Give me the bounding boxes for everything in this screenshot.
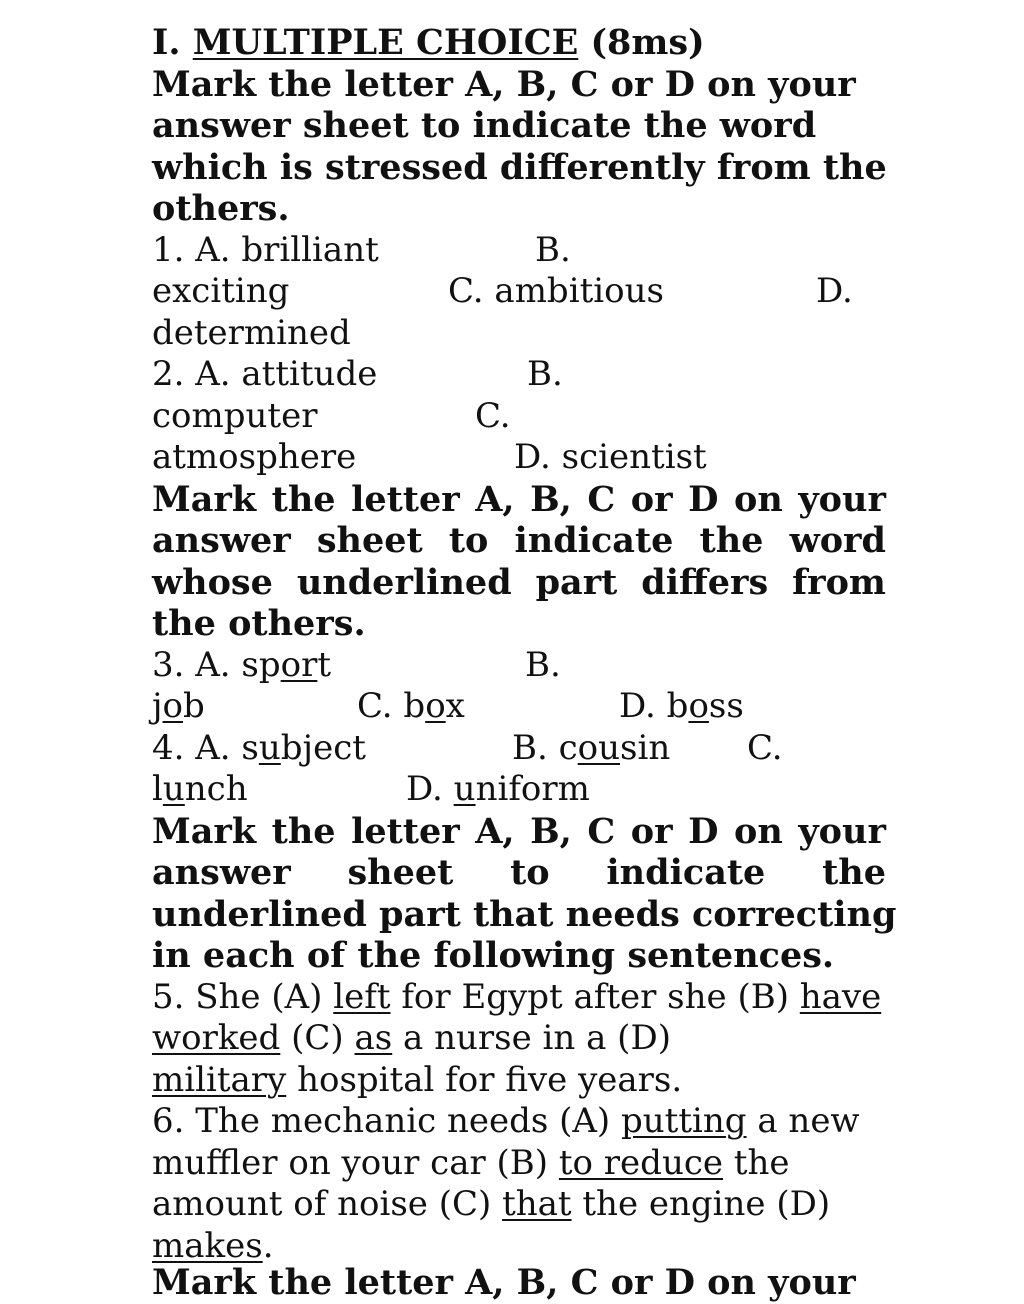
question-2-line-1 xyxy=(152,354,886,396)
instruction-error-line-4: in each of the following sentences. xyxy=(152,935,835,976)
text: 3. A. sp xyxy=(152,644,281,685)
cutoff-instruction-line: Mark the letter A, B, C or D on your xyxy=(152,1262,856,1303)
text: x xyxy=(445,686,465,726)
word: A, xyxy=(475,478,515,520)
word: Mark xyxy=(152,810,257,852)
word: the xyxy=(822,852,886,893)
question-1-line-2 xyxy=(152,271,886,313)
text: nch xyxy=(184,769,248,809)
q3-option-c xyxy=(357,686,465,728)
text: for Egypt after she (B) xyxy=(390,976,800,1017)
text: D. xyxy=(406,769,454,809)
question-6-line-3 xyxy=(152,1184,886,1226)
text: bject xyxy=(280,727,366,768)
q2-option-a: 2. A. attitude xyxy=(152,354,378,394)
q1-option-b-word: exciting xyxy=(152,271,290,311)
text: hospital for five years. xyxy=(286,1059,683,1100)
question-1-line-3: determined xyxy=(152,312,351,353)
question-5-line-2 xyxy=(152,1018,886,1060)
worksheet-page xyxy=(152,22,897,1267)
q2-option-c-label: C. xyxy=(475,395,511,436)
text: . xyxy=(262,1225,274,1266)
word: from xyxy=(792,561,886,603)
word: the xyxy=(271,810,336,852)
question-1-line-1 xyxy=(152,230,886,272)
q2-option-d: D. scientist xyxy=(514,437,707,477)
q4-option-b xyxy=(512,728,670,770)
question-3-line-2 xyxy=(152,686,886,728)
question-4-line-1 xyxy=(152,728,886,770)
word: part xyxy=(535,561,618,603)
word: word xyxy=(789,520,886,561)
word: Mark xyxy=(152,478,257,520)
section-marks: (8ms) xyxy=(578,22,705,63)
underlined-part-c: as xyxy=(354,1018,393,1058)
instruction-error-line-1 xyxy=(152,811,886,853)
q1-option-d-label: D. xyxy=(816,271,853,311)
q3-option-a xyxy=(152,645,331,687)
underlined-part: or xyxy=(280,644,318,685)
word: differs xyxy=(641,561,769,603)
q3-option-d xyxy=(619,686,744,728)
underlined-part: ou xyxy=(577,727,621,768)
word: A, xyxy=(475,810,515,852)
word: the xyxy=(271,478,336,520)
question-2-line-3 xyxy=(152,437,886,479)
section-title-text: MULTIPLE CHOICE xyxy=(192,22,579,63)
word: on xyxy=(734,810,783,852)
word: C xyxy=(587,810,616,852)
word: D xyxy=(688,478,719,520)
q1-option-c: C. ambitious xyxy=(448,271,664,311)
instruction-error-line-3: underlined part that needs correcting xyxy=(152,893,897,935)
word: indicate xyxy=(606,852,766,893)
underlined-part-c: that xyxy=(502,1184,572,1224)
text: amount of noise (C) xyxy=(152,1184,503,1224)
word: whose xyxy=(152,561,273,603)
underlined-part-d: makes xyxy=(152,1225,263,1266)
q4-option-c-label: C. xyxy=(747,727,783,768)
word: letter xyxy=(351,810,460,852)
text: the engine (D) xyxy=(571,1184,831,1224)
q2-option-b-label: B. xyxy=(527,354,563,394)
word: indicate xyxy=(514,520,674,561)
text: (C) xyxy=(280,1018,355,1058)
q1-option-b-label: B. xyxy=(535,229,571,270)
word: letter xyxy=(351,478,460,520)
text: 4. A. s xyxy=(152,727,259,768)
question-3-line-1 xyxy=(152,645,886,687)
question-6-line-2 xyxy=(152,1143,886,1185)
word: B, xyxy=(530,478,572,520)
q4-option-c-word xyxy=(152,769,248,811)
word: or xyxy=(630,478,673,520)
q4-option-a xyxy=(152,728,366,770)
instruction-pronunciation-line-1 xyxy=(152,479,886,521)
word: to xyxy=(510,852,550,893)
instruction-pronunciation-line-2 xyxy=(152,520,886,562)
instruction-stress-line-4: others. xyxy=(152,188,290,229)
underlined-part: o xyxy=(688,686,709,726)
q3-option-b-word xyxy=(152,686,205,728)
text: a new xyxy=(746,1101,860,1141)
word: your xyxy=(798,810,886,852)
text: b xyxy=(183,686,205,726)
underlined-part-b: worked xyxy=(152,1018,281,1058)
question-2-line-2 xyxy=(152,396,886,438)
underlined-part: u xyxy=(453,769,476,809)
word: C xyxy=(587,478,616,520)
word: underlined xyxy=(296,561,512,603)
question-6-line-4 xyxy=(152,1226,886,1268)
instruction-stress-line-3: which is stressed differently from the xyxy=(152,146,887,188)
question-4-line-2 xyxy=(152,769,886,811)
question-6-line-1 xyxy=(152,1101,886,1143)
word: on xyxy=(734,478,783,520)
text: sin xyxy=(620,727,671,768)
underlined-part: u xyxy=(162,769,185,809)
underlined-part: u xyxy=(258,727,281,768)
question-5-line-3 xyxy=(152,1060,886,1102)
text: j xyxy=(152,686,163,726)
question-5-line-1 xyxy=(152,977,886,1019)
text: t xyxy=(317,644,332,685)
underlined-part-a: putting xyxy=(621,1101,747,1141)
instruction-stress-line-1: Mark the letter A, B, C or D on your xyxy=(152,63,856,105)
text: niform xyxy=(475,769,590,809)
text: l xyxy=(152,769,163,809)
word: to xyxy=(448,520,489,561)
underlined-part-d: military xyxy=(152,1059,287,1100)
instruction-error-line-2 xyxy=(152,852,886,894)
word: answer xyxy=(152,520,291,561)
instruction-pronunciation-line-4: the others. xyxy=(152,603,366,644)
text: B. c xyxy=(512,727,578,768)
section-number: I. xyxy=(152,22,193,63)
q1-option-a: 1. A. brilliant xyxy=(152,229,379,270)
text: 6. The mechanic needs (A) xyxy=(152,1101,621,1141)
underlined-part-b: have xyxy=(799,976,882,1017)
underlined-part: o xyxy=(425,686,446,726)
q3-option-b-label: B. xyxy=(525,644,561,685)
text: 5. She (A) xyxy=(152,976,334,1017)
text: C. b xyxy=(357,686,426,726)
word: B, xyxy=(530,810,572,852)
q2-option-c-word: atmosphere xyxy=(152,437,357,477)
word: sheet xyxy=(316,520,423,561)
text: the xyxy=(723,1142,790,1183)
text: a nurse in a (D) xyxy=(392,1018,671,1058)
underlined-part: o xyxy=(162,686,184,726)
underlined-part-b: to reduce xyxy=(558,1142,723,1183)
instruction-stress-line-2: answer sheet to indicate the word xyxy=(152,105,817,146)
cutoff-instruction xyxy=(152,1262,886,1303)
word: your xyxy=(798,478,886,520)
underlined-part-a: left xyxy=(333,976,391,1017)
word: sheet xyxy=(347,852,454,893)
text: muffler on your car (B) xyxy=(152,1142,559,1183)
word: D xyxy=(688,810,719,852)
section-title xyxy=(152,22,886,64)
instruction-pronunciation-line-3 xyxy=(152,562,886,604)
text: ss xyxy=(708,686,744,726)
q2-option-b-word: computer xyxy=(152,395,318,436)
text: D. b xyxy=(619,686,689,726)
word: answer xyxy=(152,852,291,893)
q4-option-d xyxy=(406,769,590,811)
word: or xyxy=(630,810,673,852)
word: the xyxy=(699,520,764,561)
